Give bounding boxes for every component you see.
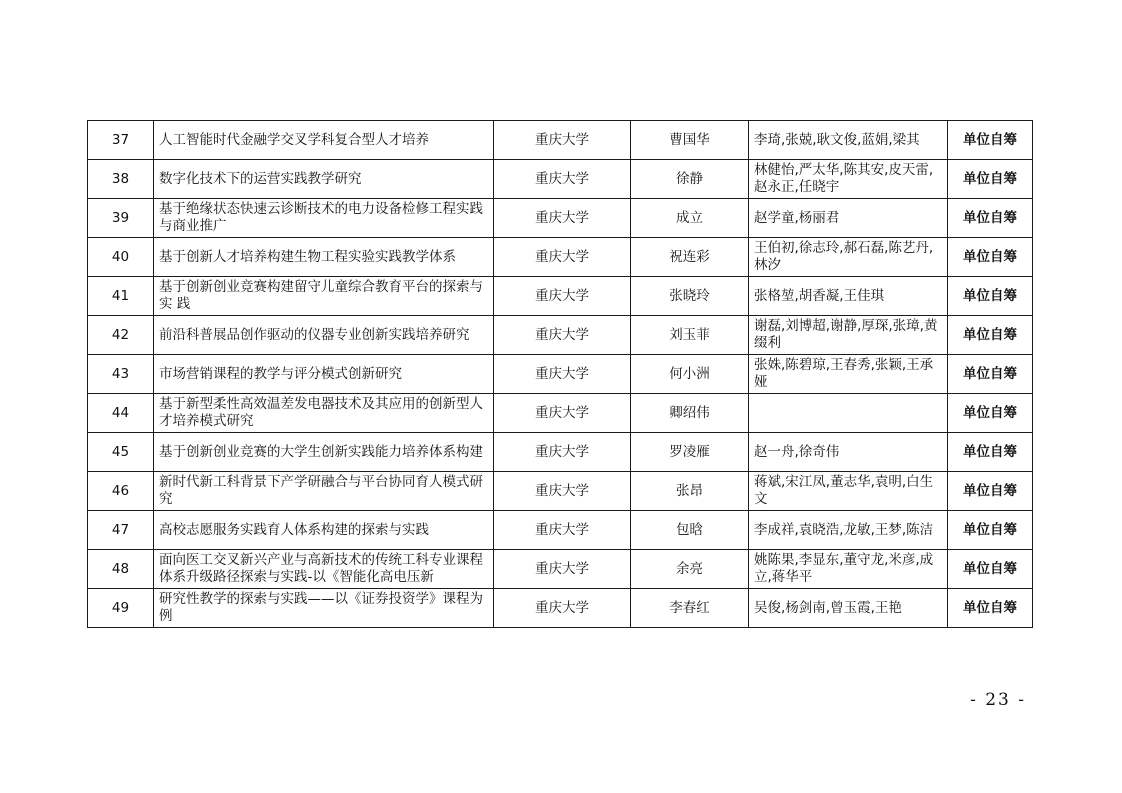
table-row	[88, 160, 1033, 199]
funding-source: 单位自筹	[948, 277, 1033, 316]
project-lead: 成立	[631, 199, 749, 238]
project-lead: 张昂	[631, 472, 749, 511]
institution: 重庆大学	[494, 589, 631, 628]
project-lead: 徐静	[631, 160, 749, 199]
project-lead: 李春红	[631, 589, 749, 628]
table-row	[88, 433, 1033, 472]
table-row	[88, 394, 1033, 433]
project-lead: 祝连彩	[631, 238, 749, 277]
funding-source: 单位自筹	[948, 472, 1033, 511]
funding-source: 单位自筹	[948, 121, 1033, 160]
table-row	[88, 589, 1033, 628]
institution: 重庆大学	[494, 160, 631, 199]
team-members: 赵一舟,徐奇伟	[749, 433, 948, 472]
funding-source: 单位自筹	[948, 511, 1033, 550]
project-title: 人工智能时代金融学交叉学科复合型人才培养	[154, 121, 494, 160]
row-number: 39	[88, 199, 154, 238]
institution: 重庆大学	[494, 511, 631, 550]
row-number: 44	[88, 394, 154, 433]
table-row	[88, 199, 1033, 238]
project-title: 研究性教学的探索与实践——以《证券投资学》课程为例	[154, 589, 494, 628]
funding-source: 单位自筹	[948, 238, 1033, 277]
institution: 重庆大学	[494, 355, 631, 394]
institution: 重庆大学	[494, 316, 631, 355]
project-title: 高校志愿服务实践育人体系构建的探索与实践	[154, 511, 494, 550]
project-title: 基于新型柔性高效温差发电器技术及其应用的创新型人才培养模式研究	[154, 394, 494, 433]
project-title: 前沿科普展品创作驱动的仪器专业创新实践培养研究	[154, 316, 494, 355]
institution: 重庆大学	[494, 433, 631, 472]
row-number: 42	[88, 316, 154, 355]
institution: 重庆大学	[494, 277, 631, 316]
table-row	[88, 472, 1033, 511]
team-members: 谢磊,刘博超,谢静,厚琛,张璋,黄缀利	[749, 316, 948, 355]
table-row	[88, 511, 1033, 550]
team-members: 吴俊,杨剑南,曾玉霞,王艳	[749, 589, 948, 628]
project-title: 面向医工交叉新兴产业与高新技术的传统工科专业课程体系升级路径探索与实践-以《智能化高电压新	[154, 550, 494, 589]
institution: 重庆大学	[494, 394, 631, 433]
institution: 重庆大学	[494, 472, 631, 511]
team-members: 李琦,张兢,耿文俊,蓝娟,梁其	[749, 121, 948, 160]
row-number: 43	[88, 355, 154, 394]
project-title: 基于创新创业竞赛构建留守儿童综合教育平台的探索与实 践	[154, 277, 494, 316]
team-members: 赵学童,杨丽君	[749, 199, 948, 238]
funding-source: 单位自筹	[948, 550, 1033, 589]
row-number: 37	[88, 121, 154, 160]
project-table	[87, 120, 1033, 628]
institution: 重庆大学	[494, 199, 631, 238]
funding-source: 单位自筹	[948, 589, 1033, 628]
funding-source: 单位自筹	[948, 355, 1033, 394]
project-title: 基于创新创业竞赛的大学生创新实践能力培养体系构建	[154, 433, 494, 472]
institution: 重庆大学	[494, 238, 631, 277]
project-title: 新时代新工科背景下产学研融合与平台协同育人模式研究	[154, 472, 494, 511]
team-members: 张姝,陈碧琼,王春秀,张颖,王承娅	[749, 355, 948, 394]
institution: 重庆大学	[494, 550, 631, 589]
row-number: 47	[88, 511, 154, 550]
funding-source: 单位自筹	[948, 160, 1033, 199]
institution: 重庆大学	[494, 121, 631, 160]
table-row	[88, 550, 1033, 589]
team-members: 王伯初,徐志玲,郝石磊,陈艺丹,林汐	[749, 238, 948, 277]
funding-source: 单位自筹	[948, 316, 1033, 355]
row-number: 38	[88, 160, 154, 199]
row-number: 46	[88, 472, 154, 511]
project-lead: 张晓玲	[631, 277, 749, 316]
row-number: 40	[88, 238, 154, 277]
team-members: 李成祥,袁晓浩,龙敏,王梦,陈洁	[749, 511, 948, 550]
page-number: - 23 -	[970, 690, 1026, 710]
project-table-body	[88, 121, 1033, 628]
team-members	[749, 394, 948, 433]
project-lead: 余亮	[631, 550, 749, 589]
team-members: 张格堃,胡香凝,王佳琪	[749, 277, 948, 316]
team-members: 蒋斌,宋江凤,董志华,袁明,白生文	[749, 472, 948, 511]
project-lead: 包晗	[631, 511, 749, 550]
funding-source: 单位自筹	[948, 199, 1033, 238]
row-number: 48	[88, 550, 154, 589]
project-title: 数字化技术下的运营实践教学研究	[154, 160, 494, 199]
row-number: 41	[88, 277, 154, 316]
project-lead: 罗凌雁	[631, 433, 749, 472]
funding-source: 单位自筹	[948, 433, 1033, 472]
row-number: 49	[88, 589, 154, 628]
project-lead: 何小洲	[631, 355, 749, 394]
project-lead: 刘玉菲	[631, 316, 749, 355]
table-row	[88, 355, 1033, 394]
row-number: 45	[88, 433, 154, 472]
project-lead: 曹国华	[631, 121, 749, 160]
table-row	[88, 316, 1033, 355]
project-lead: 卿绍伟	[631, 394, 749, 433]
table-row	[88, 277, 1033, 316]
project-title: 基于创新人才培养构建生物工程实验实践教学体系	[154, 238, 494, 277]
table-row	[88, 238, 1033, 277]
project-title: 市场营销课程的教学与评分模式创新研究	[154, 355, 494, 394]
project-title: 基于绝缘状态快速云诊断技术的电力设备检修工程实践与商业推广	[154, 199, 494, 238]
team-members: 林健怡,严太华,陈其安,皮天雷,赵永正,任晓宇	[749, 160, 948, 199]
funding-source: 单位自筹	[948, 394, 1033, 433]
team-members: 姚陈果,李显东,董守龙,米彦,成立,蒋华平	[749, 550, 948, 589]
table-row	[88, 121, 1033, 160]
